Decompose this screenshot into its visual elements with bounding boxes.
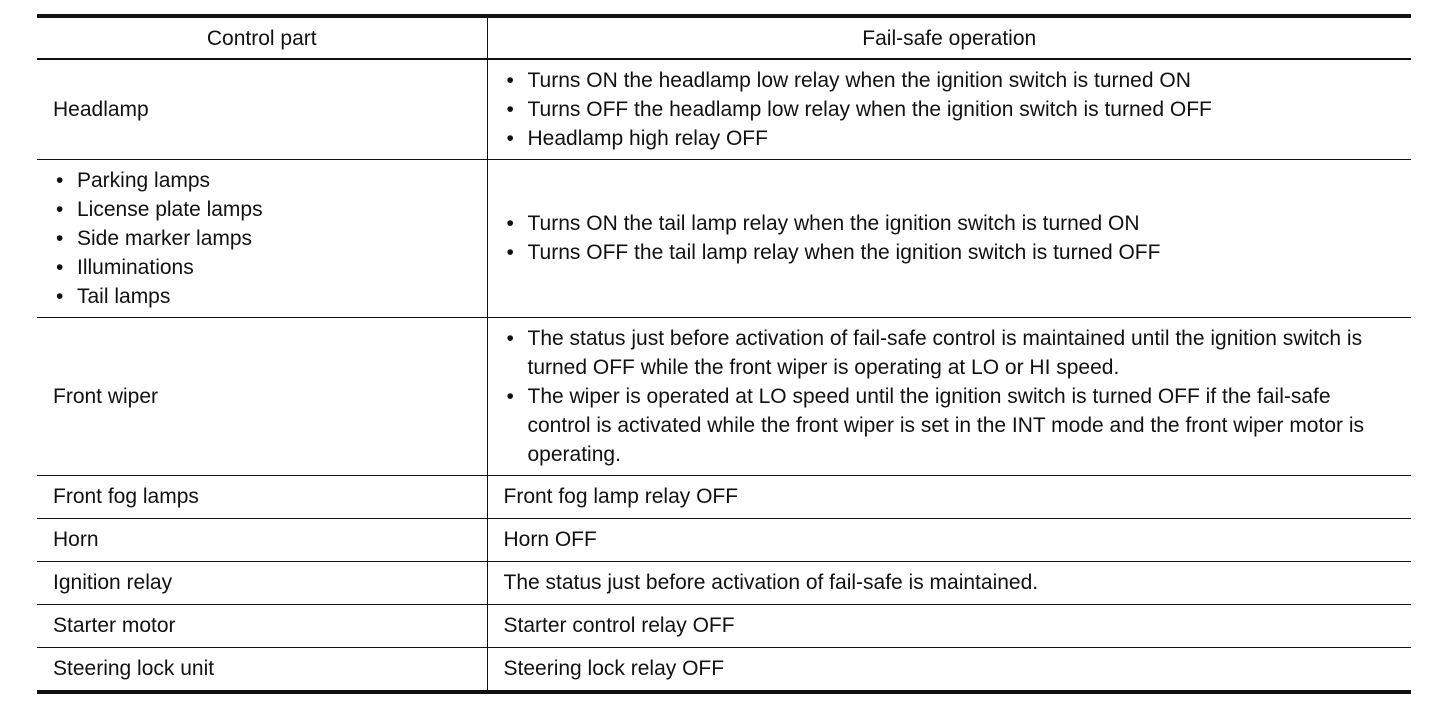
operation-list [504, 66, 1400, 153]
list-item: • Turns OFF the headlamp low relay when the ignition switch is turned OFF [504, 95, 1400, 124]
control-part-cell: Starter motor [37, 604, 487, 647]
list-item: • License plate lamps [53, 195, 487, 224]
fail-safe-operation-cell: Horn OFF [487, 518, 1411, 561]
list-item: • Headlamp high relay OFF [504, 124, 1400, 153]
list-item: • Turns ON the headlamp low relay when the ignition switch is turned ON [504, 66, 1400, 95]
table-header [37, 16, 1411, 59]
control-part-cell [37, 159, 487, 317]
table-row [37, 604, 1411, 647]
fail-safe-operation-cell: Starter control relay OFF [487, 604, 1411, 647]
table-row [37, 518, 1411, 561]
table-row [37, 159, 1411, 317]
control-part-cell: Horn [37, 518, 487, 561]
fail-safe-table [37, 14, 1411, 694]
fail-safe-operation-cell [487, 59, 1411, 159]
table-body [37, 59, 1411, 692]
list-item: • Turns OFF the tail lamp relay when the ignition switch is turned OFF [504, 238, 1400, 267]
fail-safe-operation-cell [487, 159, 1411, 317]
control-part-list [53, 166, 487, 311]
column-header-control-part: Control part [37, 16, 487, 59]
list-item: • Illuminations [53, 253, 487, 282]
operation-list [504, 209, 1400, 267]
table-row [37, 59, 1411, 159]
control-part-cell: Steering lock unit [37, 647, 487, 692]
fail-safe-operation-cell: Steering lock relay OFF [487, 647, 1411, 692]
list-item: • Tail lamps [53, 282, 487, 311]
fail-safe-operation-cell: The status just before activation of fail-safe is maintained. [487, 561, 1411, 604]
list-item: • Turns ON the tail lamp relay when the ignition switch is turned ON [504, 209, 1400, 238]
control-part-cell: Ignition relay [37, 561, 487, 604]
list-item: • The status just before activation of fail-safe control is maintained until the ignition switch is turned OFF while the front wiper is operating at LO or HI speed. [504, 324, 1400, 382]
list-item: • Parking lamps [53, 166, 487, 195]
list-item: • Side marker lamps [53, 224, 487, 253]
table-row [37, 317, 1411, 475]
control-part-cell: Headlamp [37, 59, 487, 159]
table-row [37, 475, 1411, 518]
control-part-cell: Front wiper [37, 317, 487, 475]
table-row [37, 647, 1411, 692]
operation-list [504, 324, 1400, 469]
column-header-fail-safe-operation: Fail-safe operation [487, 16, 1411, 59]
header-row [37, 16, 1411, 59]
fail-safe-table-container [37, 14, 1411, 694]
list-item: • The wiper is operated at LO speed until the ignition switch is turned OFF if the fail-safe control is activated while the front wiper is set in the INT mode and the front wiper motor is operating. [504, 382, 1400, 469]
control-part-cell: Front fog lamps [37, 475, 487, 518]
fail-safe-operation-cell [487, 317, 1411, 475]
table-row [37, 561, 1411, 604]
fail-safe-operation-cell: Front fog lamp relay OFF [487, 475, 1411, 518]
